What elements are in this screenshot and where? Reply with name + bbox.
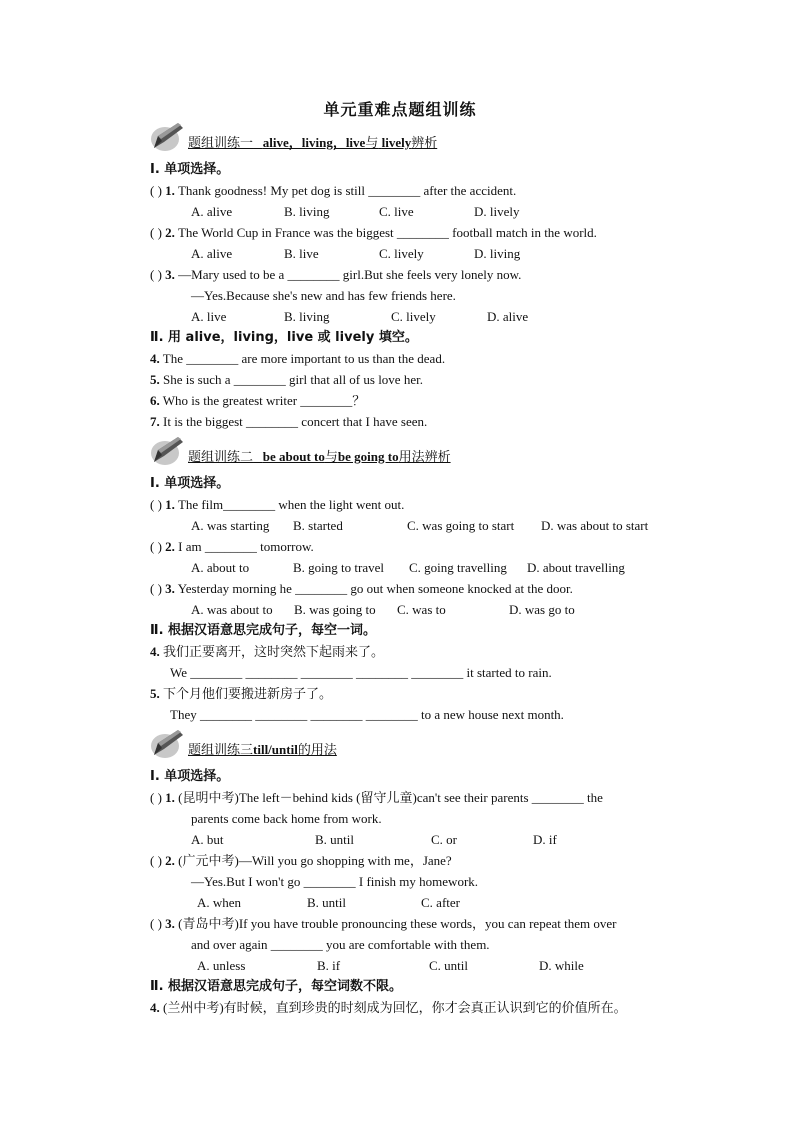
section-header-3 xyxy=(148,727,668,761)
question-1-2: ( ) 2. The World Cup in France was the biggest ________ football match in the world. xyxy=(150,225,597,240)
fill-1-5: 5. She is such a ________ girl that all of us love her. xyxy=(150,372,423,387)
fill-1-4: 4. The ________ are more important to us than the dead. xyxy=(150,351,446,366)
question-3-2: ( ) 2. (广元中考)—Will you go shopping with me，Jane? xyxy=(150,853,452,868)
section-title-1: 题组训练一 alive，living，live与 lively辨析 xyxy=(188,135,438,150)
part-heading: Ⅱ. 根据汉语意思完成句子，每空一词。 xyxy=(150,623,377,638)
question-1-3: ( ) 3. —Mary used to be a ________ girl.But she feels very lonely now. xyxy=(150,267,522,282)
part-heading: Ⅱ. 根据汉语意思完成句子，每空词数不限。 xyxy=(150,979,403,994)
question-3-3-line2: and over again ________ you are comfortable with them. xyxy=(191,937,490,952)
section-header-1 xyxy=(148,120,668,154)
question-3-1: ( ) 1. (昆明中考)The left－behind kids (留守儿童)can't see their parents ________ the xyxy=(150,790,603,805)
part-heading: Ⅰ. 单项选择。 xyxy=(150,769,230,784)
fill-2-4-en: We ________ ________ ________ ________ ________ it started to rain. xyxy=(170,665,552,680)
options-1-3: A. live B. living C. lively D. alive xyxy=(191,309,529,324)
question-1-3-line2: —Yes.Because she's new and has few friends here. xyxy=(191,288,456,303)
fill-3-4: 4. (兰州中考)有时候，直到珍贵的时刻成为回忆，你才会真正认识到它的价值所在。 xyxy=(150,1000,627,1015)
options-2-2: A. about to B. going to travel C. going travelling D. about travelling xyxy=(191,560,625,575)
question-3-3: ( ) 3. (青岛中考)If you have trouble pronouncing these words，you can repeat them over xyxy=(150,916,617,931)
options-3-2: A. when B. until C. after xyxy=(197,895,460,910)
options-3-3: A. unless B. if C. until D. while xyxy=(197,958,584,973)
question-2-1: ( ) 1. The film________ when the light went out. xyxy=(150,497,405,512)
options-2-3: A. was about to B. was going to C. was to D. was go to xyxy=(191,602,575,617)
pen-icon xyxy=(148,120,188,154)
section-header-2 xyxy=(148,434,668,468)
question-1-1: ( ) 1. Thank goodness! My pet dog is still ________ after the accident. xyxy=(150,183,517,198)
options-3-1: A. but B. until C. or D. if xyxy=(191,832,557,847)
fill-1-7: 7. It is the biggest ________ concert that I have seen. xyxy=(150,414,428,429)
fill-1-6: 6. Who is the greatest writer ________？ xyxy=(150,393,366,408)
fill-2-5-en: They ________ ________ ________ ________ to a new house next month. xyxy=(170,707,564,722)
question-3-1-line2: parents come back home from work. xyxy=(191,811,382,826)
section-title-3: 题组训练三till/until的用法 xyxy=(188,742,337,757)
section-title-2: 题组训练二 be about to与be going to用法辨析 xyxy=(188,449,451,464)
question-2-2: ( ) 2. I am ________ tomorrow. xyxy=(150,539,314,554)
options-1-2: A. alive B. live C. lively D. living xyxy=(191,246,521,261)
question-2-3: ( ) 3. Yesterday morning he ________ go out when someone knocked at the door. xyxy=(150,581,573,596)
part-heading: Ⅰ. 单项选择。 xyxy=(150,162,230,177)
question-3-2-line2: —Yes.But I won't go ________ I finish my homework. xyxy=(191,874,479,889)
options-1-1: A. alive B. living C. live D. lively xyxy=(191,204,520,219)
options-2-1: A. was starting B. started C. was going to start D. was about to start xyxy=(191,518,649,533)
part-heading: Ⅰ. 单项选择。 xyxy=(150,476,230,491)
part-heading: Ⅱ. 用 alive，living，live 或 lively 填空。 xyxy=(150,330,418,345)
pen-icon xyxy=(148,434,188,468)
fill-2-4-cn: 4. 我们正要离开，这时突然下起雨来了。 xyxy=(150,644,385,659)
pen-icon xyxy=(148,727,188,761)
page-title: 单元重难点题组训练 xyxy=(323,100,477,119)
fill-2-5-cn: 5. 下个月他们要搬进新房子了。 xyxy=(150,686,333,701)
